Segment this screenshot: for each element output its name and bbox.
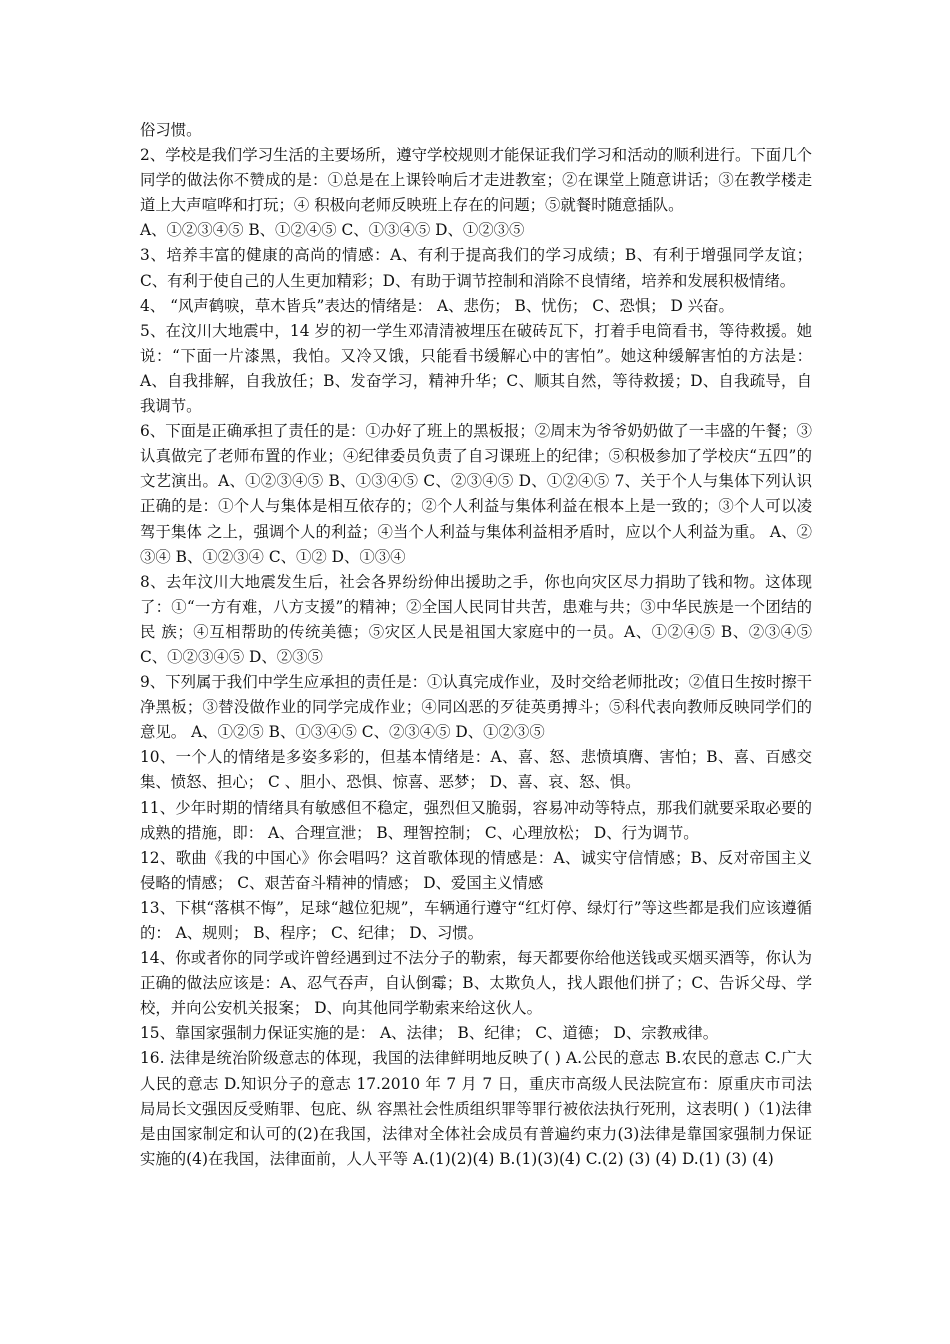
question-15: 15、靠国家强制力保证实施的是： A、法律； B、纪律； C、道德； D、宗教戒律。 [140, 1024, 719, 1043]
question-8: 8、去年汶川大地震发生后，社会各界纷纷伸出援助之手，你也向灾区尽力捐助了钱和物。这体现了：①“一方有难，八方支援”的精神；②全国人民同甘共苦，患难与共；③中华民族是一个团结的民 族；④互相帮助的传统美德；⑤灾区人民是祖国大家庭中的一员。A、①②④⑤ B、②③④⑤ C、①②③④⑤ D、②③⑤ [140, 572, 812, 666]
question-14: 14、你或者你的同学或许曾经遇到过不法分子的勒索，每天都要你给他送钱或买烟买酒等，你认为正确的做法应该是：A、忍气吞声，自认倒霉；B、太欺负人，找人跟他们拼了；C、告诉父母、学校，并向公安机关报案； D、向其他同学勒索来给这伙人。 [140, 949, 812, 1018]
question-13: 13、下棋“落棋不悔”，足球“越位犯规”，车辆通行遵守“红灯停、绿灯行”等这些都是我们应该遵循的： A、规则； B、程序； C、纪律； D、习惯。 [140, 898, 812, 942]
question-10: 10、一个人的情绪是多姿多彩的，但基本情绪是：A、喜、怒、悲愤填膺、害怕；B、喜、百感交集、愤怒、担心； C 、胆小、恐惧、惊喜、恶梦； D、喜、哀、怒、惧。 [140, 748, 812, 792]
question-12: 12、歌曲《我的中国心》你会唱吗？这首歌体现的情感是：A、诚实守信情感；B、反对帝国主义侵略的情感； C、艰苦奋斗精神的情感； D、爱国主义情感 [140, 848, 812, 892]
question-4: 4、 “风声鹤唳，草木皆兵”表达的情绪是： A、悲伤； B、忧伤； C、恐惧； D 兴奋。 [140, 296, 734, 315]
question-3: 3、培养丰富的健康的高尚的情感：A、有利于提高我们的学习成绩；B、有利于增强同学友谊；C、有利于使自己的人生更加精彩；D、有助于调节控制和消除不良情绪，培养和发展积极情绪。 [140, 246, 812, 290]
question-11: 11、少年时期的情绪具有敏感但不稳定，强烈但又脆弱，容易冲动等特点，那我们就要采取必要的成熟的措施，即： A、合理宣泄； B、理智控制； C、心理放松； D、行为调节。 [140, 798, 812, 842]
question-9: 9、下列属于我们中学生应承担的责任是：①认真完成作业，及时交给老师批改；②值日生按时擦干净黑板；③替没做作业的同学完成作业；④同凶恶的歹徒英勇搏斗；⑤科代表向教师反映同学们的意见。 A、①②⑤ B、①③④⑤ C、②③④⑤ D、①②③⑤ [140, 673, 812, 742]
question-2: 2、学校是我们学习生活的主要场所，遵守学校规则才能保证我们学习和活动的顺利进行。下面几个 同学的做法你不赞成的是：①总是在上课铃响后才走进教室；②在课堂上随意讲话；③在教学楼走道上大声喧哗和打玩；④ 积极向老师反映班上存在的问题；⑤就餐时随意插队。 [140, 146, 812, 215]
document-page [140, 118, 812, 1172]
question-6-7: 6、下面是正确承担了责任的是：①办好了班上的黑板报；②周末为爷爷奶奶做了一丰盛的午餐；③认真做完了老师布置的作业；④纪律委员负责了自习课班上的纪律；⑤积极参加了学校庆“五四”的文艺演出。A、①②③④⑤ B、①③④⑤ C、②③④⑤ D、①②④⑤ 7、关于个人与集体下列认识正确的是：①个人与集体是相互依存的；②个人利益与集体利益在根本上是一致的；③个人可以凌驾于集体 之上，强调个人的利益；④当个人利益与集体利益相矛盾时，应以个人利益为重。 A、②③④ B、①②③④ C、①② D、①③④ [140, 422, 812, 566]
question-5: 5、在汶川大地震中，14 岁的初一学生邓清清被埋压在破砖瓦下，打着手电筒看书，等待救援。她 说：“下面一片漆黑，我怕。又冷又饿，只能看书缓解心中的害怕”。她这种缓解害怕的方法是：A、自我排解，自我放任；B、发奋学习，精神升华；C、顺其自然，等待救援；D、自我疏导，自我调节。 [140, 321, 812, 416]
question-16-17: 16. 法律是统治阶级意志的体现，我国的法律鲜明地反映了( ) A.公民的意志 B.农民的意志 C.广大人民的意志 D.知识分子的意志 17.2010 年 7 月 7 日，重庆市高级人民法院宣布：原重庆市司法局局长文强因反受贿罪、包庇、纵 容黑社会性质组织罪等罪行被依法执行死刑，这表明( )（1)法律是由国家制定和认可的(2)在我国，法律对全体社会成员有普遍约束力(3)法律是靠国家强制力保证实施的(4)在我国，法律面前，人人平等 A.(1)(2)(4) B.(1)(3)(4) C.(2) (3) (4) D.(1) (3) (4) [140, 1049, 812, 1168]
question-2-options: A、①②③④⑤ B、①②④⑤ C、①③④⑤ D、①②③⑤ [140, 221, 525, 240]
paragraph-continuation: 俗习惯。 [140, 121, 202, 139]
